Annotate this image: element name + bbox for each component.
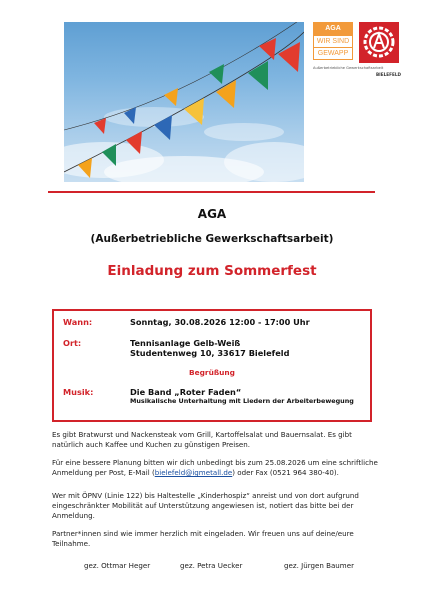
logo-tagline: Außerbetriebliche Gewerkschaftsarbeit <box>313 66 384 70</box>
logo-area <box>313 22 409 78</box>
location-label: Ort: <box>63 338 82 348</box>
logo-city: BIELEFELD <box>375 72 401 77</box>
event-details-box <box>52 309 372 422</box>
signature-1: gez. Ottmar Heger <box>84 561 151 570</box>
aga-logo-line-3: GEWAPP <box>313 48 353 60</box>
email-link[interactable]: bielefeld@igmetall.de <box>154 468 233 477</box>
bunting-illustration <box>64 22 304 182</box>
org-short-title: AGA <box>197 207 227 221</box>
when-value: Sonntag, 30.08.2026 12:00 - 17:00 Uhr <box>130 317 310 327</box>
aga-logo-line-1: AGA <box>313 22 353 35</box>
transport-paragraph: Wer mit ÖPNV (Linie 122) bis Haltestelle „Kinderhospiz“ anreist und von dort aufgrund eingeschränkter Mobilität auf Unterstützung angewiesen ist, notiert das bitte bei der Anmeldung. <box>52 491 359 520</box>
org-full-title: (Außerbetriebliche Gewerkschaftsarbeit) <box>90 233 334 245</box>
aga-logo <box>313 22 353 63</box>
location-line-2: Studentenweg 10, 33617 Bielefeld <box>130 348 290 358</box>
aga-logo-line-2: WIR SIND <box>313 35 353 48</box>
partners-paragraph: Partner*innen sind wie immer herzlich mit eingeladen. Wir freuen uns auf deine/eure Teilnahme. <box>52 529 354 548</box>
registration-text-before: Für eine bessere Planung bitten wir dich unbedingt bis zum 25.08.2026 um eine schriftliche Anmeldung per Post, E-Mail ( <box>52 458 378 477</box>
event-headline: Einladung zum Sommerfest <box>107 263 317 279</box>
greeting-label: Begrüßung <box>189 368 235 377</box>
location-line-1: Tennisanlage Gelb-Weiß <box>130 338 241 348</box>
signature-3: gez. Jürgen Baumer <box>284 561 354 570</box>
signature-2: gez. Petra Uecker <box>180 561 243 570</box>
music-description: Musikalische Unterhaltung mit Liedern der Arbeiterbewegung <box>130 397 354 405</box>
music-label: Musik: <box>63 387 94 397</box>
music-value: Die Band „Roter Faden“ <box>130 387 242 397</box>
food-paragraph: Es gibt Bratwurst und Nackensteak vom Grill, Kartoffelsalat und Bauernsalat. Es gibt natürlich auch Kaffee und Kuchen zu günstigen Preisen. <box>52 430 352 449</box>
registration-paragraph <box>52 458 378 478</box>
hero-image <box>64 22 304 182</box>
header-divider <box>48 191 375 193</box>
igm-gear-icon <box>359 22 399 63</box>
when-label: Wann: <box>63 317 93 327</box>
registration-text-after: ) oder Fax (0521 964 380-40). <box>232 468 339 477</box>
